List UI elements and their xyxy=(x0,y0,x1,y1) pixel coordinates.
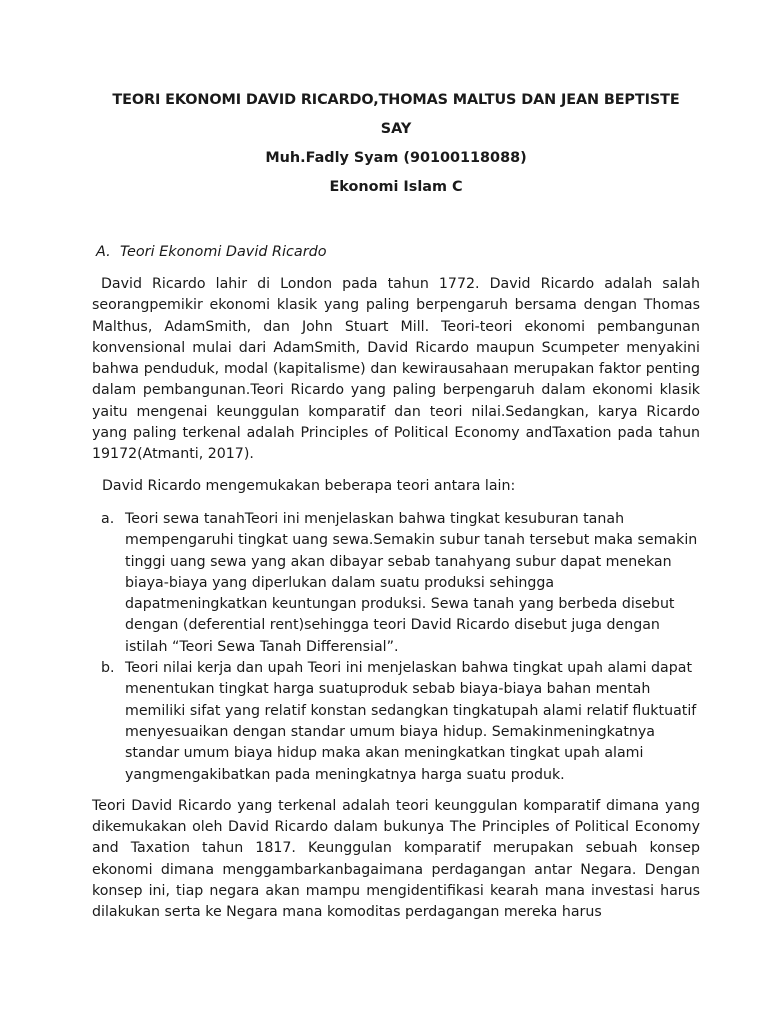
section-letter: A. xyxy=(96,244,111,260)
document-title-line1: TEORI EKONOMI DAVID RICARDO,THOMAS MALTUS DAN JEAN BEPTISTE xyxy=(112,92,680,108)
section-heading-a xyxy=(92,242,700,263)
list-marker: a. xyxy=(101,510,115,527)
author-line: Muh.Fadly Syam (90100118088) xyxy=(265,150,527,166)
section-heading-text: Teori Ekonomi David Ricardo xyxy=(120,244,327,260)
list-marker: b. xyxy=(101,660,115,677)
paragraph-theories-lead: David Ricardo mengemukakan beberapa teori antara lain: xyxy=(102,477,516,494)
list-item-text: Teori sewa tanahTeori ini menjelaskan bahwa tingkat kesuburan tanah mempengaruhi tingkat uang sewa.Semakin subur tanah tersebut maka semakin tinggi uang sewa yang akan dibayar sebab tanahyang subur dapat menekan biaya-biaya yang diperlukan dalam suatu produksi sehingga dapatmeningkatkan keuntungan produksi. Sewa tanah yang berbeda disebut dengan (deferential rent)sehingga teori David Ricardo disebut juga dengan istilah “Teori Sewa Tanah Differensial”. xyxy=(125,510,698,655)
theory-list xyxy=(92,509,700,786)
title-block xyxy=(92,0,700,202)
list-item xyxy=(92,658,700,786)
list-item-text: Teori nilai kerja dan upah Teori ini menjelaskan bahwa tingkat upah alami dapat menentukan tingkat harga suatuproduk sebab biaya-biaya bahan mentah memiliki sifat yang relatif konstan sedangkan tingkatupah alami relatif fluktuatif menyesuaikan dengan standar umum biaya hidup. Semakinmeningkatnya standar umum biaya hidup maka akan meningkatkan tingkat upah alami yangmengakibatkan pada meningkatnya harga suatu produk. xyxy=(125,660,697,783)
class-line: Ekonomi Islam C xyxy=(329,179,463,195)
list-item xyxy=(92,509,700,658)
paragraph-intro: David Ricardo lahir di London pada tahun 1772. David Ricardo adalah salah seorangpemikir ekonomi klasik yang paling berpengaruh bersama dengan Thomas Malthus, AdamSmith, dan John Stuart Mill. Teori-teori ekonomi pembangunan konvensional mulai dari AdamSmith, David Ricardo maupun Scumpeter menyakini bahwa penduduk, modal (kapitalisme) dan kewirausahaan merupakan faktor penting dalam pembangunan.Teori Ricardo yang paling berpengaruh dalam ekonomi klasik yaitu mengenai keunggulan komparatif dan teori nilai.Sedangkan, karya Ricardo yang paling terkenal adalah Principles of Political Economy andTaxation pada tahun 19172(Atmanti, 2017). xyxy=(92,276,700,463)
paragraph-comparative-advantage: Teori David Ricardo yang terkenal adalah teori keunggulan komparatif dimana yang dikemukakan oleh David Ricardo dalam bukunya The Principles of Political Economy and Taxation tahun 1817. Keunggulan komparatif merupakan sebuah konsep ekonomi dimana menggambarkanbagaimana perdagangan antar Negara. Dengan konsep ini, tiap negara akan mampu mengidentifikasi kearah mana investasi harus dilakukan serta ke Negara mana komoditas perdagangan mereka harus xyxy=(92,797,700,921)
document-title-line2: SAY xyxy=(380,121,412,137)
